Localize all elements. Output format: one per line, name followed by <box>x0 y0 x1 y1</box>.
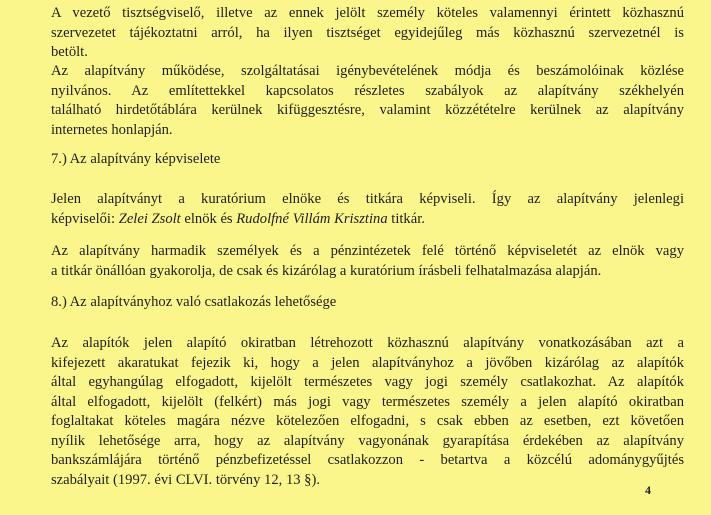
section-heading-joining: 8.) Az alapítványhoz való csatlakozás lehetősége <box>51 294 337 310</box>
paragraph-officer-notification <box>51 4 684 63</box>
text-line <box>51 210 684 230</box>
text-line: által elfogadott, kijelölt (felkért) más jogi vagy természetes személy a jelen alapító okiratban <box>51 393 684 410</box>
text-line: által egyhangúlag elfogadott, kijelölt természetes vagy jogi személy csatlakozhat. Az alapítók <box>51 374 684 390</box>
text-line: nyilvános. Az említettekkel kapcsolatos részletes szabályok az alapítvány székhelyén <box>51 82 684 99</box>
page-number: 4 <box>645 483 651 497</box>
text-line: Az alapítvány harmadik személyek és a pénzintézetek felé történő képviseletét az elnök vagy <box>51 243 684 259</box>
text-line: kifejezett akaratukat fejezik ki, hogy a jelen alapítványhoz a jövőben kizárólag az alapítók <box>51 354 684 371</box>
text-line: szervezetet tájékoztatni arról, ha ilyen tisztséget egyidejűleg más közhasznú szervezetnél is <box>51 24 684 41</box>
text-line: szabályait (1997. évi CLVI. törvény 12, 13 §). <box>51 471 320 488</box>
text-line: a titkár önállóan gyakorolja, de csak és kizárólag a kuratórium írásbeli felhatalmazása alapján. <box>51 262 602 279</box>
text-line: A vezető tisztségviselő, illetve az ennek jelölt személy köteles valamennyi érintett közhasznú <box>51 5 684 21</box>
text-line: Jelen alapítványt a kuratórium elnöke és titkára képviseli. Így az alapítvány jelenlegi <box>51 191 684 207</box>
paragraph-external-representation <box>51 242 684 281</box>
chairman-name: Zelei Zsolt <box>118 210 181 227</box>
text-line: Az alapítvány működése, szolgáltatásai igénybevételének módja és beszámolóinak közlése <box>51 63 684 79</box>
text-line: található hirdetőtáblára kerülnek kifüggesztésre, valamint közzétételre kerülnek az alapítvány <box>51 102 684 118</box>
text-line: Az alapítók jelen alapító okiratban létrehozott közhasznú alapítvány vonatkozásában azt a <box>51 335 684 351</box>
chairman-role: elnök és <box>180 210 237 227</box>
paragraph-joining-conditions <box>51 334 684 490</box>
text-line: bankszámlájára történő pénzbefizetéssel csatlakozzon - betartva a közcélú adománygyűjtés <box>51 452 684 468</box>
secretary-role: titkár. <box>387 210 425 227</box>
text-line: internetes honlapján. <box>51 121 173 138</box>
section-heading-representation: 7.) Az alapítvány képviselete <box>51 151 221 167</box>
text-line: betölt. <box>51 44 88 60</box>
representatives-label: képviselői: <box>51 210 119 227</box>
text-line: nyílik lehetősége arra, hogy az alapítvány vagyonának gyarapítása érdekében az alapítvány <box>51 432 684 449</box>
paragraph-representatives <box>51 190 684 229</box>
secretary-name: Rudolfné Villám Krisztina <box>236 210 388 227</box>
paragraph-publicity <box>51 62 684 140</box>
text-line: foglaltakat köteles magára nézve kötelezően elfogadni, s csak ebben az esetben, ezt követően <box>51 413 684 429</box>
